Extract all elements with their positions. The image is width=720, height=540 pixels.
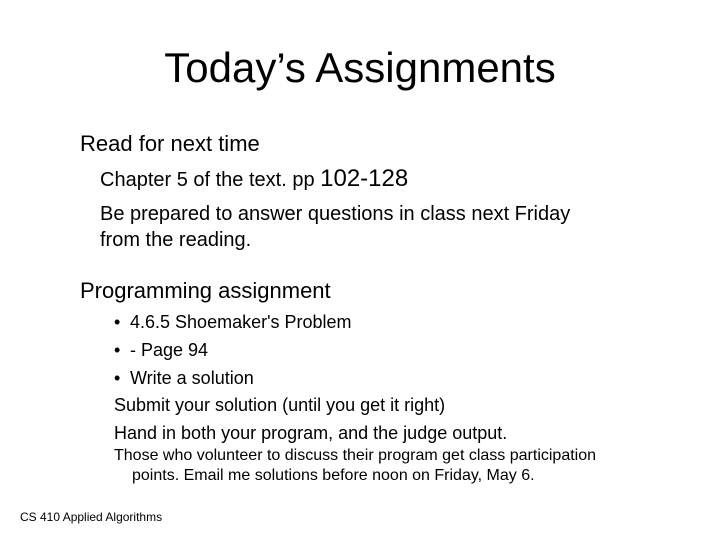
volunteer-line-1: Those who volunteer to discuss their program get class participation xyxy=(114,447,597,464)
submit-line: Submit your solution (until you get it right) xyxy=(114,395,446,415)
bullet-text: 4.6.5 Shoemaker's Problem xyxy=(130,312,352,332)
slide-title: Today’s Assignments xyxy=(164,44,556,91)
bullet-text: - Page 94 xyxy=(130,340,209,360)
bullet-item xyxy=(114,365,254,391)
course-footer: CS 410 Applied Algorithms xyxy=(20,510,163,524)
bullet-text: Write a solution xyxy=(130,368,254,388)
hand-in-line: Hand in both your program, and the judge output. xyxy=(114,423,508,443)
programming-heading: Programming assignment xyxy=(80,278,331,303)
bullet-icon: • xyxy=(114,340,121,360)
chapter-text: Chapter 5 of the text. pp xyxy=(100,169,321,191)
prepare-line-2: from the reading. xyxy=(100,229,252,251)
bullet-item xyxy=(114,309,352,335)
bullet-icon: • xyxy=(114,368,121,388)
prepare-line-1: Be prepared to answer questions in class next Friday xyxy=(100,203,571,225)
reading-heading: Read for next time xyxy=(80,131,260,156)
page-range: 102-128 xyxy=(320,165,409,192)
volunteer-line-2: points. Email me solutions before noon on Friday, May 6. xyxy=(132,467,535,484)
bullet-item xyxy=(114,337,208,363)
bullet-icon: • xyxy=(114,312,121,332)
chapter-line xyxy=(100,164,408,195)
